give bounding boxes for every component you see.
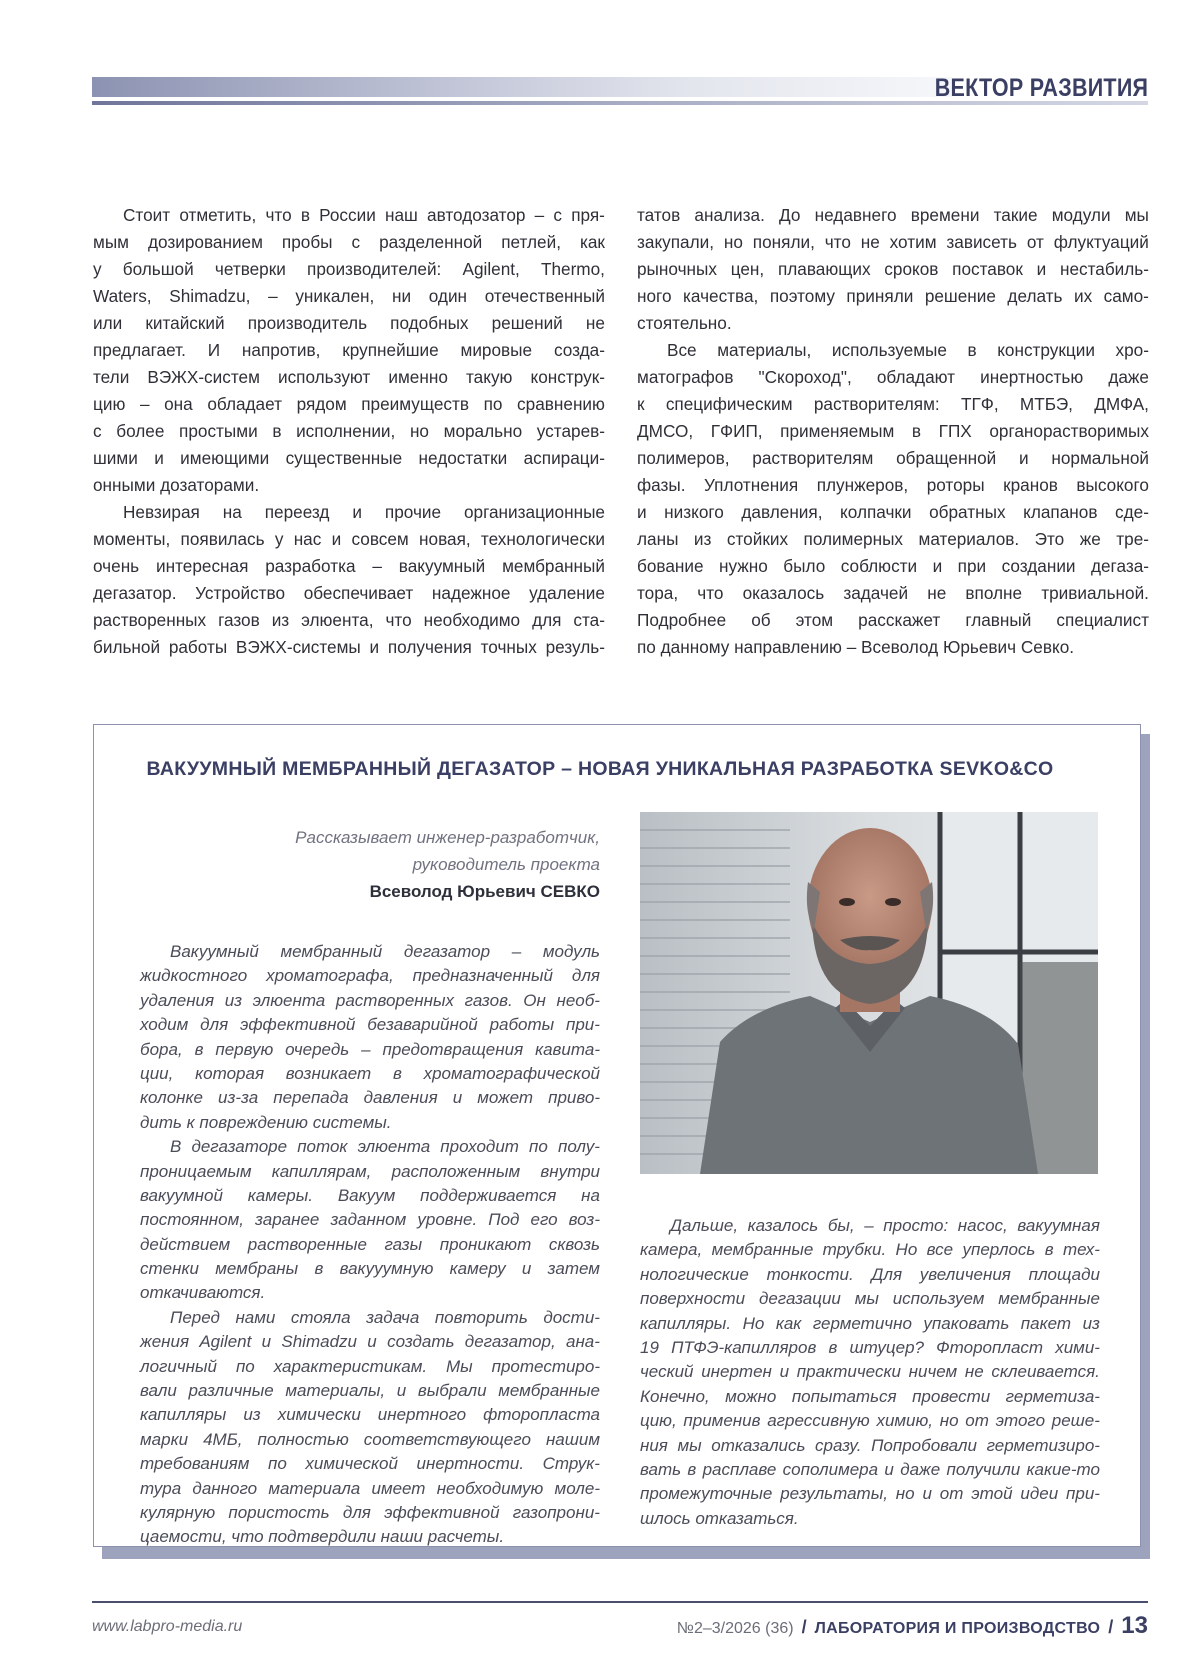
text-line: В дегазаторе поток элюента проходит по полу- <box>170 1137 600 1157</box>
text-line: вать в расплаве сополимера и даже получили какие-то <box>640 1459 1100 1479</box>
text-line: закупали, но поняли, что не хотим зависеть от флуктуаций <box>637 232 1149 252</box>
interview-byline <box>140 824 600 905</box>
text-line: Подробнее об этом расскажет главный специалист <box>637 610 1149 630</box>
footer-website: www.labpro-media.ru <box>92 1618 243 1635</box>
text-line: Все материалы, используемые в конструкции хро- <box>667 340 1149 360</box>
text-line: марки 4МБ, полностью соответствующего нашим <box>140 1429 600 1449</box>
text-line: очень интересная разработка – вакуумный мембранный <box>93 556 605 576</box>
text-line: постоянном, заранее заданном уровне. Под его воз- <box>140 1210 600 1230</box>
text-line: действием растворенные газы проникают сквозь <box>140 1234 600 1254</box>
byline-author-name: Всеволод Юрьевич СЕВКО <box>369 882 600 901</box>
text-line: или китайский производитель подобных решений не <box>93 313 605 333</box>
text-line: стоятельно. <box>637 313 732 333</box>
text-line: проницаемым капиллярам, расположенным внутри <box>140 1161 600 1181</box>
text-line: тели ВЭЖХ-систем используют именно такую конструк- <box>93 367 605 387</box>
text-line: моменты, появилась у нас и совсем новая, технологически <box>93 529 605 549</box>
text-line: вали различные материалы, и выбрали мембранные <box>140 1381 600 1401</box>
text-line: нологические тонкости. Для увеличения площади <box>640 1264 1100 1284</box>
text-line: у большой четверки производителей: Agilent, Thermo, <box>93 259 605 279</box>
interview-left-column <box>140 940 600 1550</box>
text-line: ческий инертен и практически ничем не склеивается. <box>640 1362 1100 1382</box>
footer-rule <box>92 1601 1148 1603</box>
text-line: жения Agilent и Shimadzu и создать дегазатор, ана- <box>140 1332 600 1352</box>
text-line: растворенных газов из элюента, что необходимо для ста- <box>93 610 605 630</box>
text-line: татов анализа. До недавнего времени такие модули мы <box>637 205 1149 225</box>
author-portrait-photo <box>640 812 1098 1174</box>
text-line: тура данного материала имеет необходимую моле- <box>140 1478 600 1498</box>
footer-separator: / <box>1108 1617 1114 1637</box>
text-line: фазы. Уплотнения плунжеров, роторы кранов высокого <box>637 475 1149 495</box>
text-line: предлагает. И напротив, крупнейшие мировые созда- <box>93 340 605 360</box>
text-line: капилляры. Но как герметично упаковать пакет из <box>640 1313 1100 1333</box>
text-line: Дальше, казалось бы, – просто: насос, вакуумная <box>670 1216 1100 1235</box>
text-line: и низкого давления, колпачки обратных клапанов сде- <box>637 502 1149 522</box>
text-line: 19 ПТФЭ-капилляров в штуцер? Фторопласт хими- <box>640 1337 1100 1357</box>
section-title: ВЕКТОР РАЗВИТИЯ <box>934 74 1148 102</box>
text-line: рыночных цен, плавающих сроков поставок и нестабиль- <box>637 259 1149 279</box>
journal-name: ЛАБОРАТОРИЯ И ПРОИЗВОДСТВО <box>814 1620 1101 1637</box>
text-line: логичный по характеристикам. Мы протестиро- <box>140 1356 600 1376</box>
text-line: камера, мембранные трубки. Но все уперлось в тех- <box>640 1240 1100 1260</box>
article-left-column <box>93 202 605 661</box>
text-line: бование нужно было соблюсти и при создании дегаза- <box>637 556 1149 576</box>
article-right-column <box>637 202 1149 661</box>
text-line: ДМСО, ГФИП, применяемым в ГПХ органорастворимых <box>637 421 1149 441</box>
text-line: поверхности дегазации мы используем мембранные <box>640 1289 1100 1309</box>
portrait-illustration <box>640 812 1098 1174</box>
text-line: мым дозированием пробы с разделенной петлей, как <box>93 232 605 252</box>
text-line: к специфическим растворителям: ТГФ, МТБЭ, ДМФА, <box>637 394 1149 414</box>
text-line: дить к повреждению системы. <box>140 1112 392 1132</box>
text-line: капилляры из химически инертного фторопласта <box>140 1405 600 1425</box>
text-line: ходим для эффективной безаварийной работы при- <box>140 1015 600 1035</box>
text-line: онными дозаторами. <box>93 475 260 495</box>
text-line: ланы из стойких полимерных материалов. Это же тре- <box>637 529 1149 549</box>
text-line: матографов "Скороход", обладают инертностью даже <box>637 367 1149 387</box>
text-line: тора, что оказалось задачей не вполне тривиальной. <box>637 583 1149 603</box>
text-line: Перед нами стояла задача повторить дости- <box>170 1307 600 1327</box>
byline-role-line1: Рассказывает инженер-разработчик, <box>295 828 600 847</box>
text-line: удаления из элюента растворенных газов. Он необ- <box>140 990 600 1010</box>
text-line: полимеров, растворителям обращенной и нормальной <box>637 448 1149 468</box>
issue-number: №2–3/2026 (36) <box>676 1620 794 1637</box>
text-line: жидкостного хроматографа, предназначенный для <box>140 966 600 986</box>
page-number: 13 <box>1121 1612 1148 1639</box>
sidebar-title: ВАКУУМНЫЙ МЕМБРАННЫЙ ДЕГАЗАТОР – НОВАЯ УНИКАЛЬНАЯ РАЗРАБОТКА SEVKO&CO <box>146 758 1054 780</box>
text-line: шими и имеющими существенные недостатки аспираци- <box>93 448 605 468</box>
text-line: Невзирая на переезд и прочие организационные <box>123 502 605 522</box>
text-line: шлось отказаться. <box>640 1508 799 1528</box>
text-line: стенки мембраны в вакууумную камеру и затем <box>140 1259 600 1279</box>
footer-separator: / <box>801 1617 807 1637</box>
text-line: ния мы отказались сразу. Попробовали герметизиро- <box>640 1435 1100 1455</box>
text-line: Waters, Shimadzu, – уникален, ни один отечественный <box>93 286 605 306</box>
text-line: по данному направлению – Всеволод Юрьевич Севко. <box>637 637 1075 657</box>
text-line: бора, в первую очередь – предотвращения кавита- <box>140 1039 600 1059</box>
text-line: колонке из-за перепада давления и может приво- <box>140 1088 600 1108</box>
interview-right-column <box>640 1214 1100 1531</box>
text-line: кулярную пористость для эффективной газопрони- <box>140 1502 600 1522</box>
text-line: промежуточные результаты, но и от этой идеи при- <box>640 1484 1100 1504</box>
text-line: откачиваются. <box>140 1283 266 1303</box>
footer-info <box>677 1612 1148 1640</box>
text-line: ции, которая возникает в хроматографической <box>140 1063 600 1083</box>
text-line: Вакуумный мембранный дегазатор – модуль <box>170 942 600 961</box>
text-line: вакуумной камеры. Вакуум поддерживается на <box>140 1185 600 1205</box>
header-gradient-band <box>92 77 952 97</box>
text-line: Конечно, можно попытаться провести герметиза- <box>640 1386 1100 1406</box>
text-line: цию – она обладает рядом преимуществ по сравнению <box>93 394 605 414</box>
text-line: бильной работы ВЭЖХ-системы и получения точных резуль- <box>93 637 605 657</box>
text-line: с более простыми в исполнении, но морально устарев- <box>93 421 605 441</box>
text-line: цию, применив агрессивную химию, но от этого реше- <box>640 1411 1100 1431</box>
text-line: дегазатор. Устройство обеспечивает надежное удаление <box>93 583 605 603</box>
text-line: Стоит отметить, что в России наш автодозатор – с пря- <box>123 205 605 225</box>
text-line: ного качества, поэтому приняли решение делать их само- <box>637 286 1149 306</box>
text-line: цаемости, что подтвердили наши расчеты. <box>140 1527 505 1547</box>
byline-role-line2: руководитель проекта <box>412 855 600 874</box>
text-line: требованиям по химической инертности. Струк- <box>140 1454 600 1474</box>
